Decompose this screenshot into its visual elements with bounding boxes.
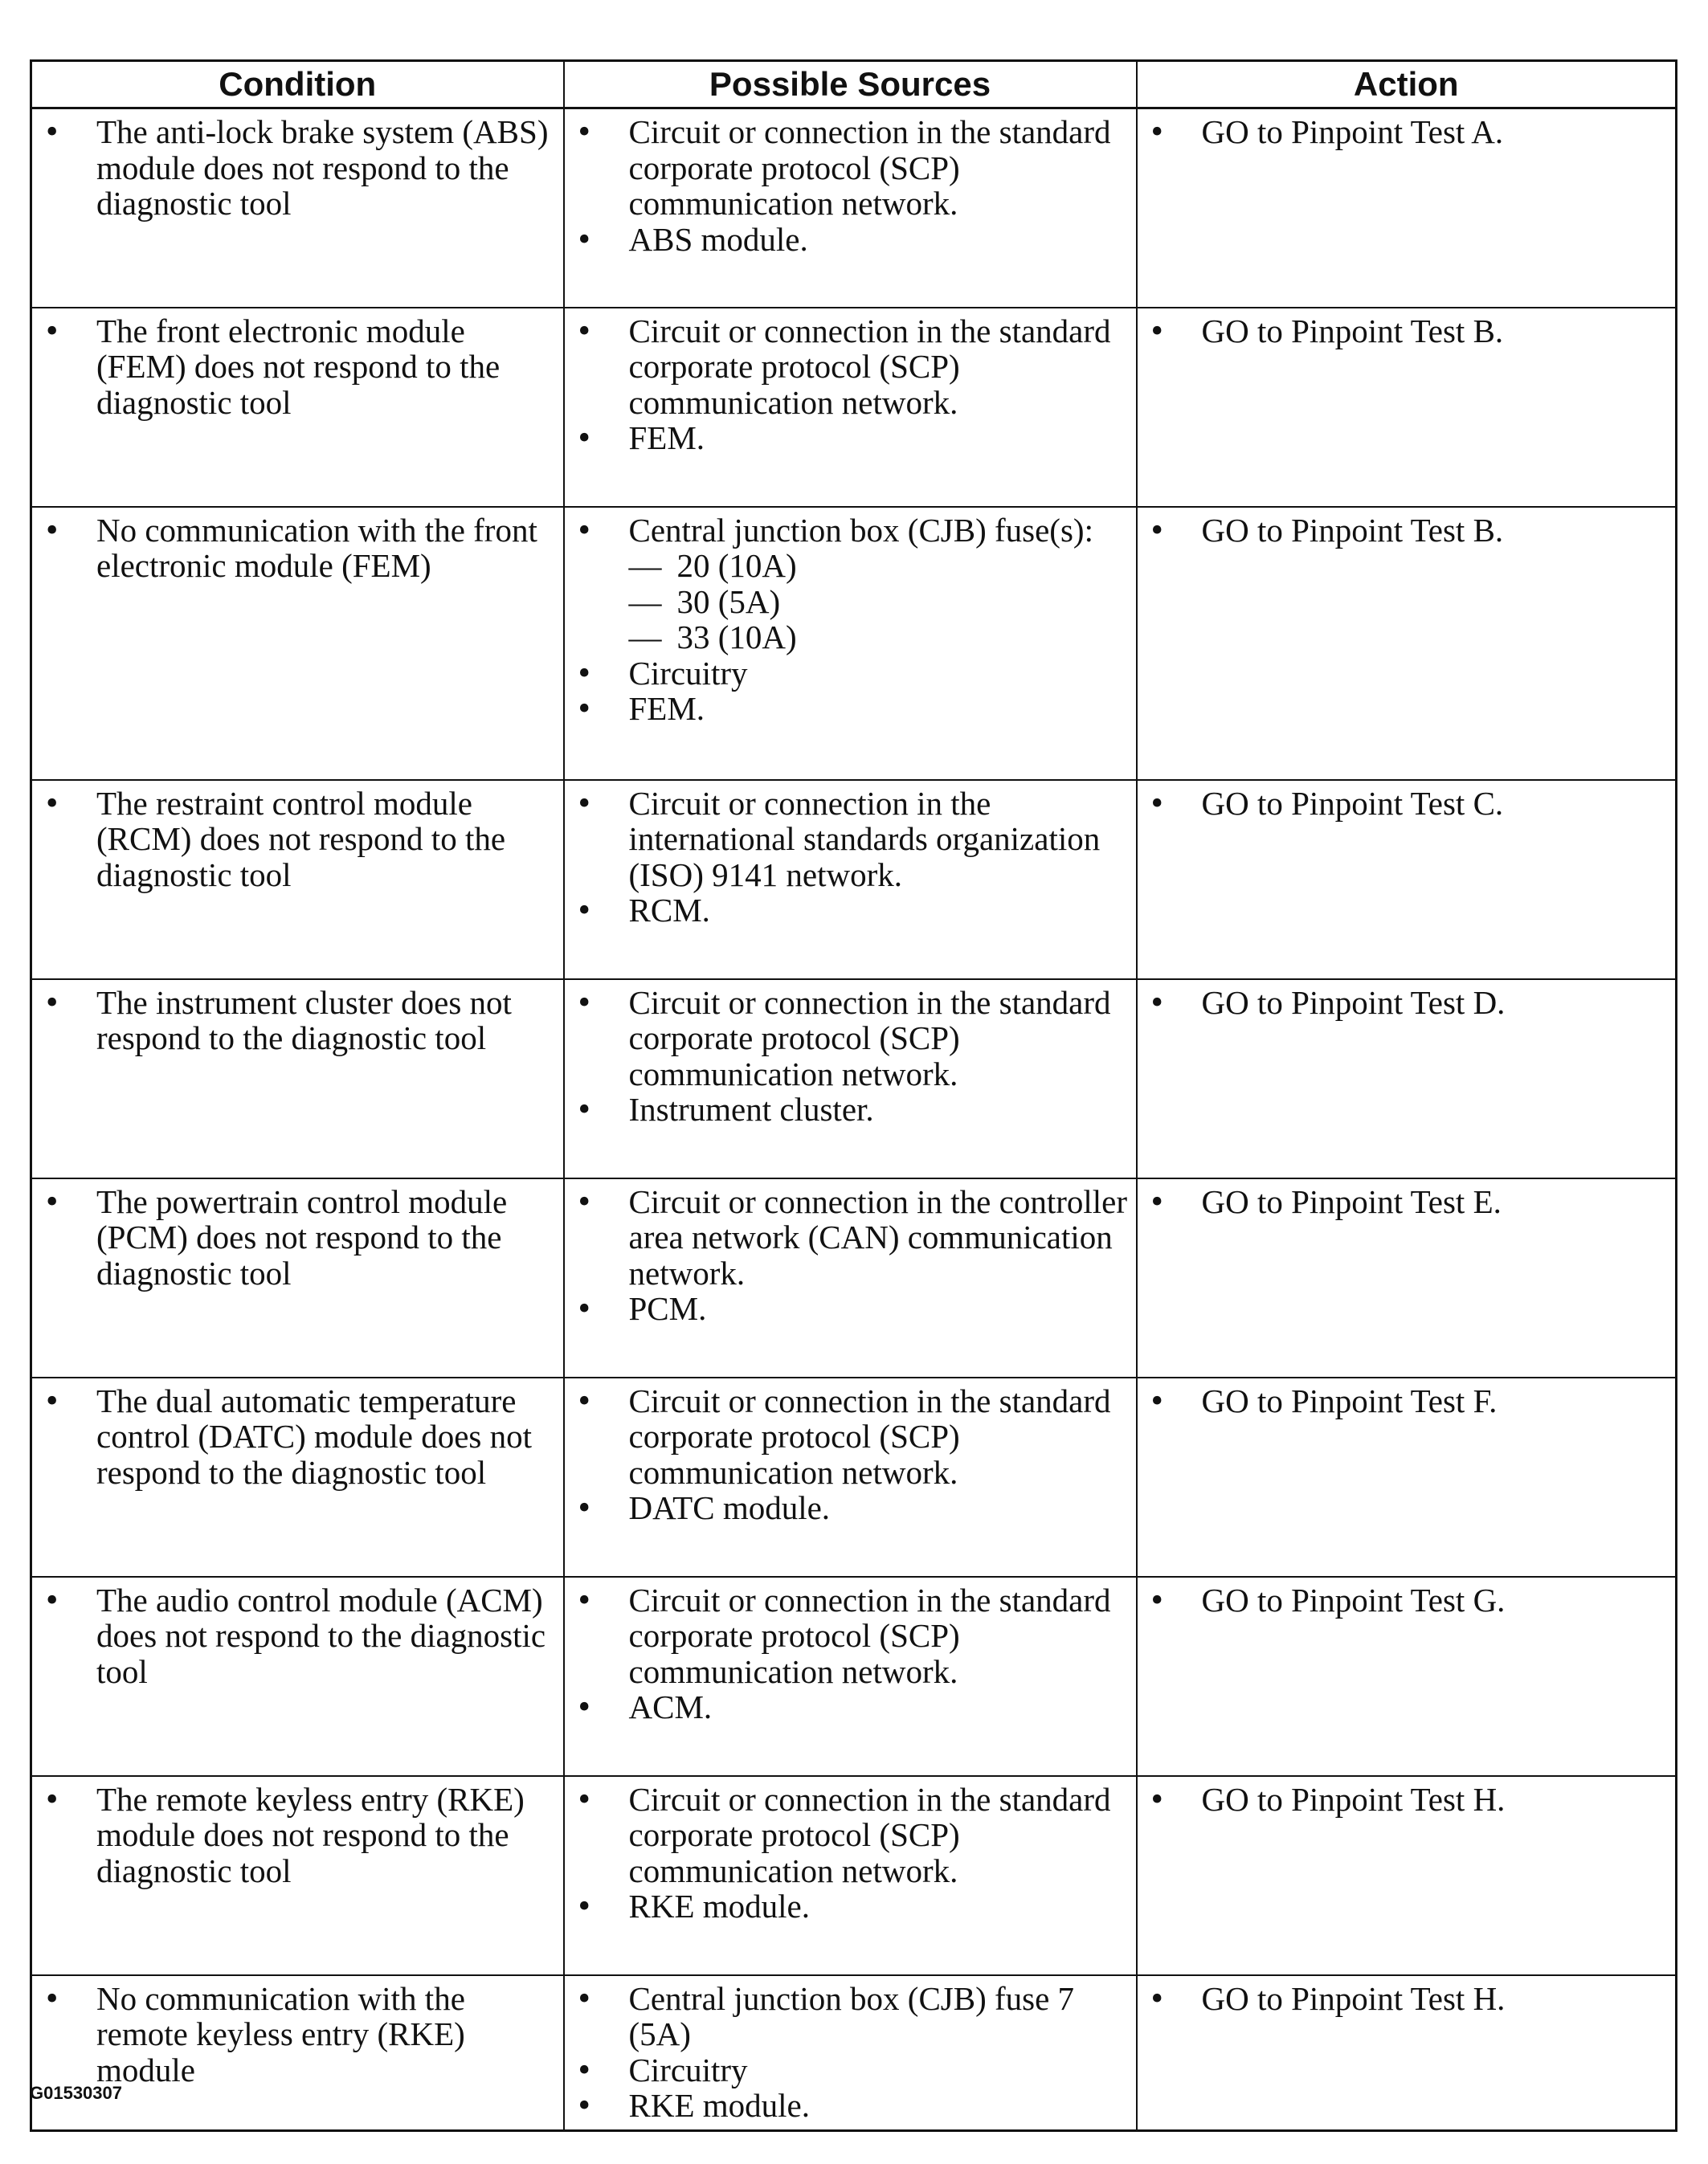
table-body bbox=[31, 108, 1677, 2131]
possible-sources-cell bbox=[564, 1378, 1137, 1577]
table-row bbox=[31, 1975, 1677, 2131]
source-item: • Circuit or connection in the standard corporate protocol (SCP) communication network. bbox=[565, 1782, 1128, 1889]
source-item: • ACM. bbox=[565, 1689, 1128, 1725]
action-text: • GO to Pinpoint Test E. bbox=[1138, 1184, 1668, 1220]
condition-cell bbox=[31, 979, 564, 1178]
possible-sources-cell bbox=[564, 1975, 1137, 2131]
figure-id: G01530307 bbox=[30, 2083, 122, 2103]
condition-cell bbox=[31, 308, 564, 507]
action-text: • GO to Pinpoint Test F. bbox=[1138, 1383, 1668, 1419]
header-possible-sources: Possible Sources bbox=[564, 61, 1137, 108]
source-item: • Circuit or connection in the standard corporate protocol (SCP) communication network. bbox=[565, 985, 1128, 1092]
table-row bbox=[31, 308, 1677, 507]
condition-text: • The restraint control module (RCM) does not respond to the diagnostic tool bbox=[32, 786, 555, 893]
table-row bbox=[31, 979, 1677, 1178]
condition-text: • The dual automatic temperature control (DATC) module does not respond to the diagnostic tool bbox=[32, 1383, 555, 1491]
action-text: • GO to Pinpoint Test B. bbox=[1138, 512, 1668, 549]
possible-sources-cell bbox=[564, 780, 1137, 979]
action-cell bbox=[1137, 1577, 1677, 1776]
source-subitem: — 20 (10A) bbox=[565, 548, 1128, 584]
table-row bbox=[31, 1178, 1677, 1378]
source-subitem: — 30 (5A) bbox=[565, 584, 1128, 620]
source-item: • Circuit or connection in the standard corporate protocol (SCP) communication network. bbox=[565, 114, 1128, 222]
condition-text: • The instrument cluster does not respond to the diagnostic tool bbox=[32, 985, 555, 1056]
condition-cell bbox=[31, 1577, 564, 1776]
header-action: Action bbox=[1137, 61, 1677, 108]
table-row bbox=[31, 507, 1677, 780]
condition-cell bbox=[31, 108, 564, 308]
condition-text: • The powertrain control module (PCM) does not respond to the diagnostic tool bbox=[32, 1184, 555, 1292]
table-row bbox=[31, 1577, 1677, 1776]
source-item: • Circuit or connection in the standard corporate protocol (SCP) communication network. bbox=[565, 1582, 1128, 1690]
action-text: • GO to Pinpoint Test D. bbox=[1138, 985, 1668, 1021]
source-item: • ABS module. bbox=[565, 222, 1128, 258]
possible-sources-cell bbox=[564, 979, 1137, 1178]
source-item: • DATC module. bbox=[565, 1490, 1128, 1526]
source-item: • RCM. bbox=[565, 892, 1128, 929]
action-cell bbox=[1137, 108, 1677, 308]
table-row bbox=[31, 780, 1677, 979]
condition-text: • No communication with the front electronic module (FEM) bbox=[32, 512, 555, 584]
action-text: • GO to Pinpoint Test A. bbox=[1138, 114, 1668, 150]
action-cell bbox=[1137, 308, 1677, 507]
source-item: • Central junction box (CJB) fuse 7 (5A) bbox=[565, 1981, 1128, 2052]
source-subitem: — 33 (10A) bbox=[565, 619, 1128, 655]
source-item: • RKE module. bbox=[565, 2088, 1128, 2124]
source-item: • Circuit or connection in the standard corporate protocol (SCP) communication network. bbox=[565, 313, 1128, 421]
diagnostic-table bbox=[30, 59, 1677, 2132]
source-item: • Circuit or connection in the controller area network (CAN) communication network. bbox=[565, 1184, 1128, 1292]
condition-cell bbox=[31, 1776, 564, 1975]
source-item: • PCM. bbox=[565, 1291, 1128, 1327]
action-text: • GO to Pinpoint Test B. bbox=[1138, 313, 1668, 349]
condition-cell bbox=[31, 1975, 564, 2131]
possible-sources-cell bbox=[564, 1577, 1137, 1776]
source-item: • Central junction box (CJB) fuse(s): bbox=[565, 512, 1128, 549]
action-text: • GO to Pinpoint Test H. bbox=[1138, 1782, 1668, 1818]
action-cell bbox=[1137, 1378, 1677, 1577]
action-text: • GO to Pinpoint Test C. bbox=[1138, 786, 1668, 822]
header-condition: Condition bbox=[31, 61, 564, 108]
condition-text: • The audio control module (ACM) does not respond to the diagnostic tool bbox=[32, 1582, 555, 1690]
action-cell bbox=[1137, 1975, 1677, 2131]
possible-sources-cell bbox=[564, 108, 1137, 308]
condition-text: • The anti-lock brake system (ABS) module does not respond to the diagnostic tool bbox=[32, 114, 555, 222]
action-cell bbox=[1137, 507, 1677, 780]
table-row bbox=[31, 108, 1677, 308]
condition-cell bbox=[31, 1178, 564, 1378]
condition-cell bbox=[31, 507, 564, 780]
action-cell bbox=[1137, 780, 1677, 979]
source-item: • Circuitry bbox=[565, 655, 1128, 692]
table-row bbox=[31, 1378, 1677, 1577]
source-item: • FEM. bbox=[565, 420, 1128, 456]
possible-sources-cell bbox=[564, 1776, 1137, 1975]
possible-sources-cell bbox=[564, 507, 1137, 780]
source-item: • Instrument cluster. bbox=[565, 1092, 1128, 1128]
source-item: • Circuit or connection in the international standards organization (ISO) 9141 network. bbox=[565, 786, 1128, 893]
possible-sources-cell bbox=[564, 1178, 1137, 1378]
condition-cell bbox=[31, 780, 564, 979]
source-item: • FEM. bbox=[565, 691, 1128, 727]
possible-sources-cell bbox=[564, 308, 1137, 507]
condition-cell bbox=[31, 1378, 564, 1577]
action-text: • GO to Pinpoint Test H. bbox=[1138, 1981, 1668, 2017]
condition-text: • The remote keyless entry (RKE) module does not respond to the diagnostic tool bbox=[32, 1782, 555, 1889]
action-cell bbox=[1137, 1776, 1677, 1975]
source-item: • Circuitry bbox=[565, 2052, 1128, 2088]
action-cell bbox=[1137, 979, 1677, 1178]
action-text: • GO to Pinpoint Test G. bbox=[1138, 1582, 1668, 1619]
condition-text: • No communication with the remote keyless entry (RKE) module bbox=[32, 1981, 555, 2088]
action-cell bbox=[1137, 1178, 1677, 1378]
table-header-row bbox=[31, 61, 1677, 108]
table-row bbox=[31, 1776, 1677, 1975]
condition-text: • The front electronic module (FEM) does not respond to the diagnostic tool bbox=[32, 313, 555, 421]
source-item: • RKE module. bbox=[565, 1888, 1128, 1925]
source-item: • Circuit or connection in the standard corporate protocol (SCP) communication network. bbox=[565, 1383, 1128, 1491]
